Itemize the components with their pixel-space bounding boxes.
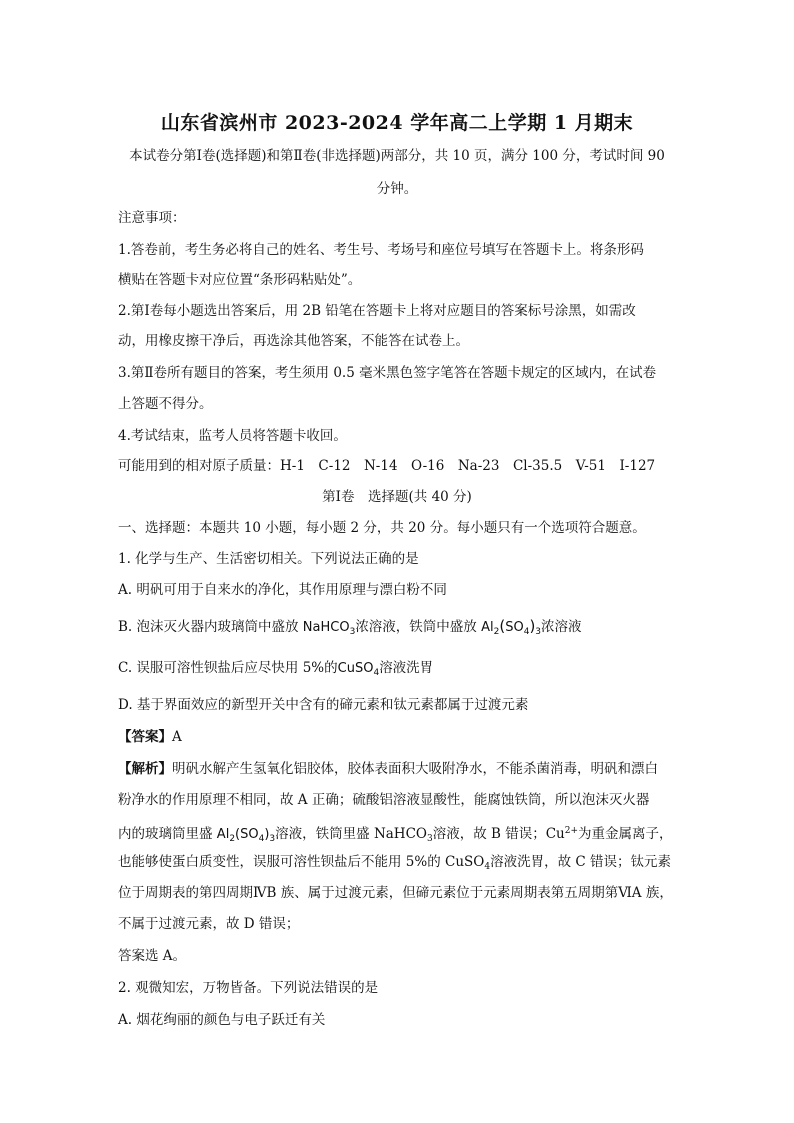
note-3-line-1: 3.第Ⅱ卷所有题目的答案，考生须用 0.5 毫米黑色签字笔答在答题卡规定的区域内，在试卷 bbox=[118, 365, 657, 381]
formula-al2so43-inline: $Al_2(SO_4)_3$ bbox=[216, 827, 276, 844]
note-2-line-1: 2.第Ⅰ卷每小题选出答案后，用 2B 铅笔在答题卡上将对应题目的答案标号涂黑，如需改 bbox=[118, 303, 636, 319]
explanation-3-text-4: 为重金属离子， bbox=[578, 826, 673, 842]
option-b-text-3: 浓溶液 bbox=[541, 619, 582, 635]
question-2-stem: 2. 观微知宏，万物皆备。下列说法错误的是 bbox=[118, 980, 379, 996]
superscript-2plus: 2+ bbox=[564, 826, 579, 836]
explanation-4-text-1: 也能够使蛋白质变性，误服可溶性钡盐后不能用 5%的 CuSO bbox=[118, 854, 485, 870]
explanation-line-3 bbox=[118, 822, 678, 848]
section-heading: 第Ⅰ卷 选择题(共 40 分) bbox=[322, 489, 472, 505]
note-4: 4.考试结束，监考人员将答题卡收回。 bbox=[118, 428, 347, 444]
note-1-line-1: 1.答卷前，考生务必将自己的姓名、考生号、考场号和座位号填写在答题卡上。将条形码 bbox=[118, 242, 644, 258]
question-1-stem: 1. 化学与生产、生活密切相关。下列说法正确的是 bbox=[118, 551, 419, 567]
question-1-option-d: D. 基于界面效应的新型开关中含有的碲元素和钛元素都属于过渡元素 bbox=[118, 697, 529, 713]
intro-line-2: 分钟。 bbox=[376, 181, 418, 197]
explanation-label: 【解析】 bbox=[118, 761, 172, 777]
option-b-text-2: 浓溶液，铁筒中盛放 bbox=[355, 619, 482, 635]
question-1-answer bbox=[118, 728, 678, 746]
formula-al2so43: $Al_2(SO_4)_3$ bbox=[481, 617, 542, 637]
atomic-masses: 可能用到的相对原子质量：H-1 C-12 N-14 O-16 Na-23 Cl-35.5 V-51 I-127 bbox=[118, 458, 656, 474]
explanation-line-5: 位于周期表的第四周期ⅣB 族、属于过渡元素，但碲元素位于元素周期表第五周期第ⅥA 族， bbox=[118, 885, 673, 901]
explanation-line-1 bbox=[118, 760, 678, 778]
explanation-line-2: 粉净水的作用原理不相同，故 A 正确；硫酸铝溶液显酸性，能腐蚀铁筒，所以泡沫灭火器 bbox=[118, 792, 650, 808]
notes-heading: 注意事项： bbox=[118, 210, 186, 226]
explanation-4-text-2: 溶液洗胃，故 C 错误；钛元素 bbox=[490, 854, 671, 870]
explanation-text-1: 明矾水解产生氢氧化铝胶体，胶体表面积大吸附净水，不能杀菌消毒，明矾和漂白 bbox=[172, 761, 658, 777]
question-1-option-a: A. 明矾可用于自来水的净化，其作用原理与漂白粉不同 bbox=[118, 582, 447, 598]
explanation-line-6: 不属于过渡元素，故 D 错误； bbox=[118, 916, 300, 932]
explanation-3-text-3: 溶液，故 B 错误；Cu bbox=[432, 826, 565, 842]
question-2-option-a: A. 烟花绚丽的颜色与电子跃迁有关 bbox=[118, 1012, 326, 1028]
question-1-option-c bbox=[118, 659, 678, 682]
document-title: 山东省滨州市 2023-2024 学年高二上学期 1 月期末 bbox=[160, 112, 634, 134]
explanation-line-4 bbox=[118, 853, 678, 876]
explanation-3-text-2: 溶液，铁筒里盛 NaHCO bbox=[275, 826, 427, 842]
note-3-line-2: 上答题不得分。 bbox=[118, 396, 213, 412]
option-b-text-1: B. 泡沫灭火器内玻璃筒中盛放 bbox=[118, 619, 303, 635]
answer-conclusion: 答案选 A。 bbox=[118, 948, 187, 964]
answer-label: 【答案】 bbox=[118, 729, 172, 745]
question-1-option-b bbox=[118, 617, 678, 641]
note-1-line-2: 横贴在答题卡对应位置“条形码粘贴处”。 bbox=[118, 272, 362, 288]
subscript-4: 4 bbox=[484, 862, 491, 872]
part-1-instructions: 一、选择题：本题共 10 小题，每小题 2 分，共 20 分。每小题只有一个选项符合题意。 bbox=[118, 520, 646, 536]
formula-nahco3: NaHCO$_3$ bbox=[302, 620, 356, 637]
answer-value: A bbox=[172, 729, 182, 745]
formula-cuso4: CuSO$_4$ bbox=[337, 661, 380, 678]
option-c-text-1: C. 误服可溶性钡盐后应尽快用 5%的 bbox=[118, 660, 338, 676]
intro-line-1: 本试卷分第Ⅰ卷(选择题)和第Ⅱ卷(非选择题)两部分，共 10 页，满分 100 分，考试时间 90 bbox=[129, 148, 665, 164]
option-c-text-2: 溶液洗胃 bbox=[379, 660, 434, 676]
explanation-3-text-1: 内的玻璃筒里盛 bbox=[118, 826, 217, 842]
note-2-line-2: 动，用橡皮擦干净后，再选涂其他答案，不能答在试卷上。 bbox=[118, 333, 469, 349]
subscript-3: 3 bbox=[426, 834, 433, 844]
